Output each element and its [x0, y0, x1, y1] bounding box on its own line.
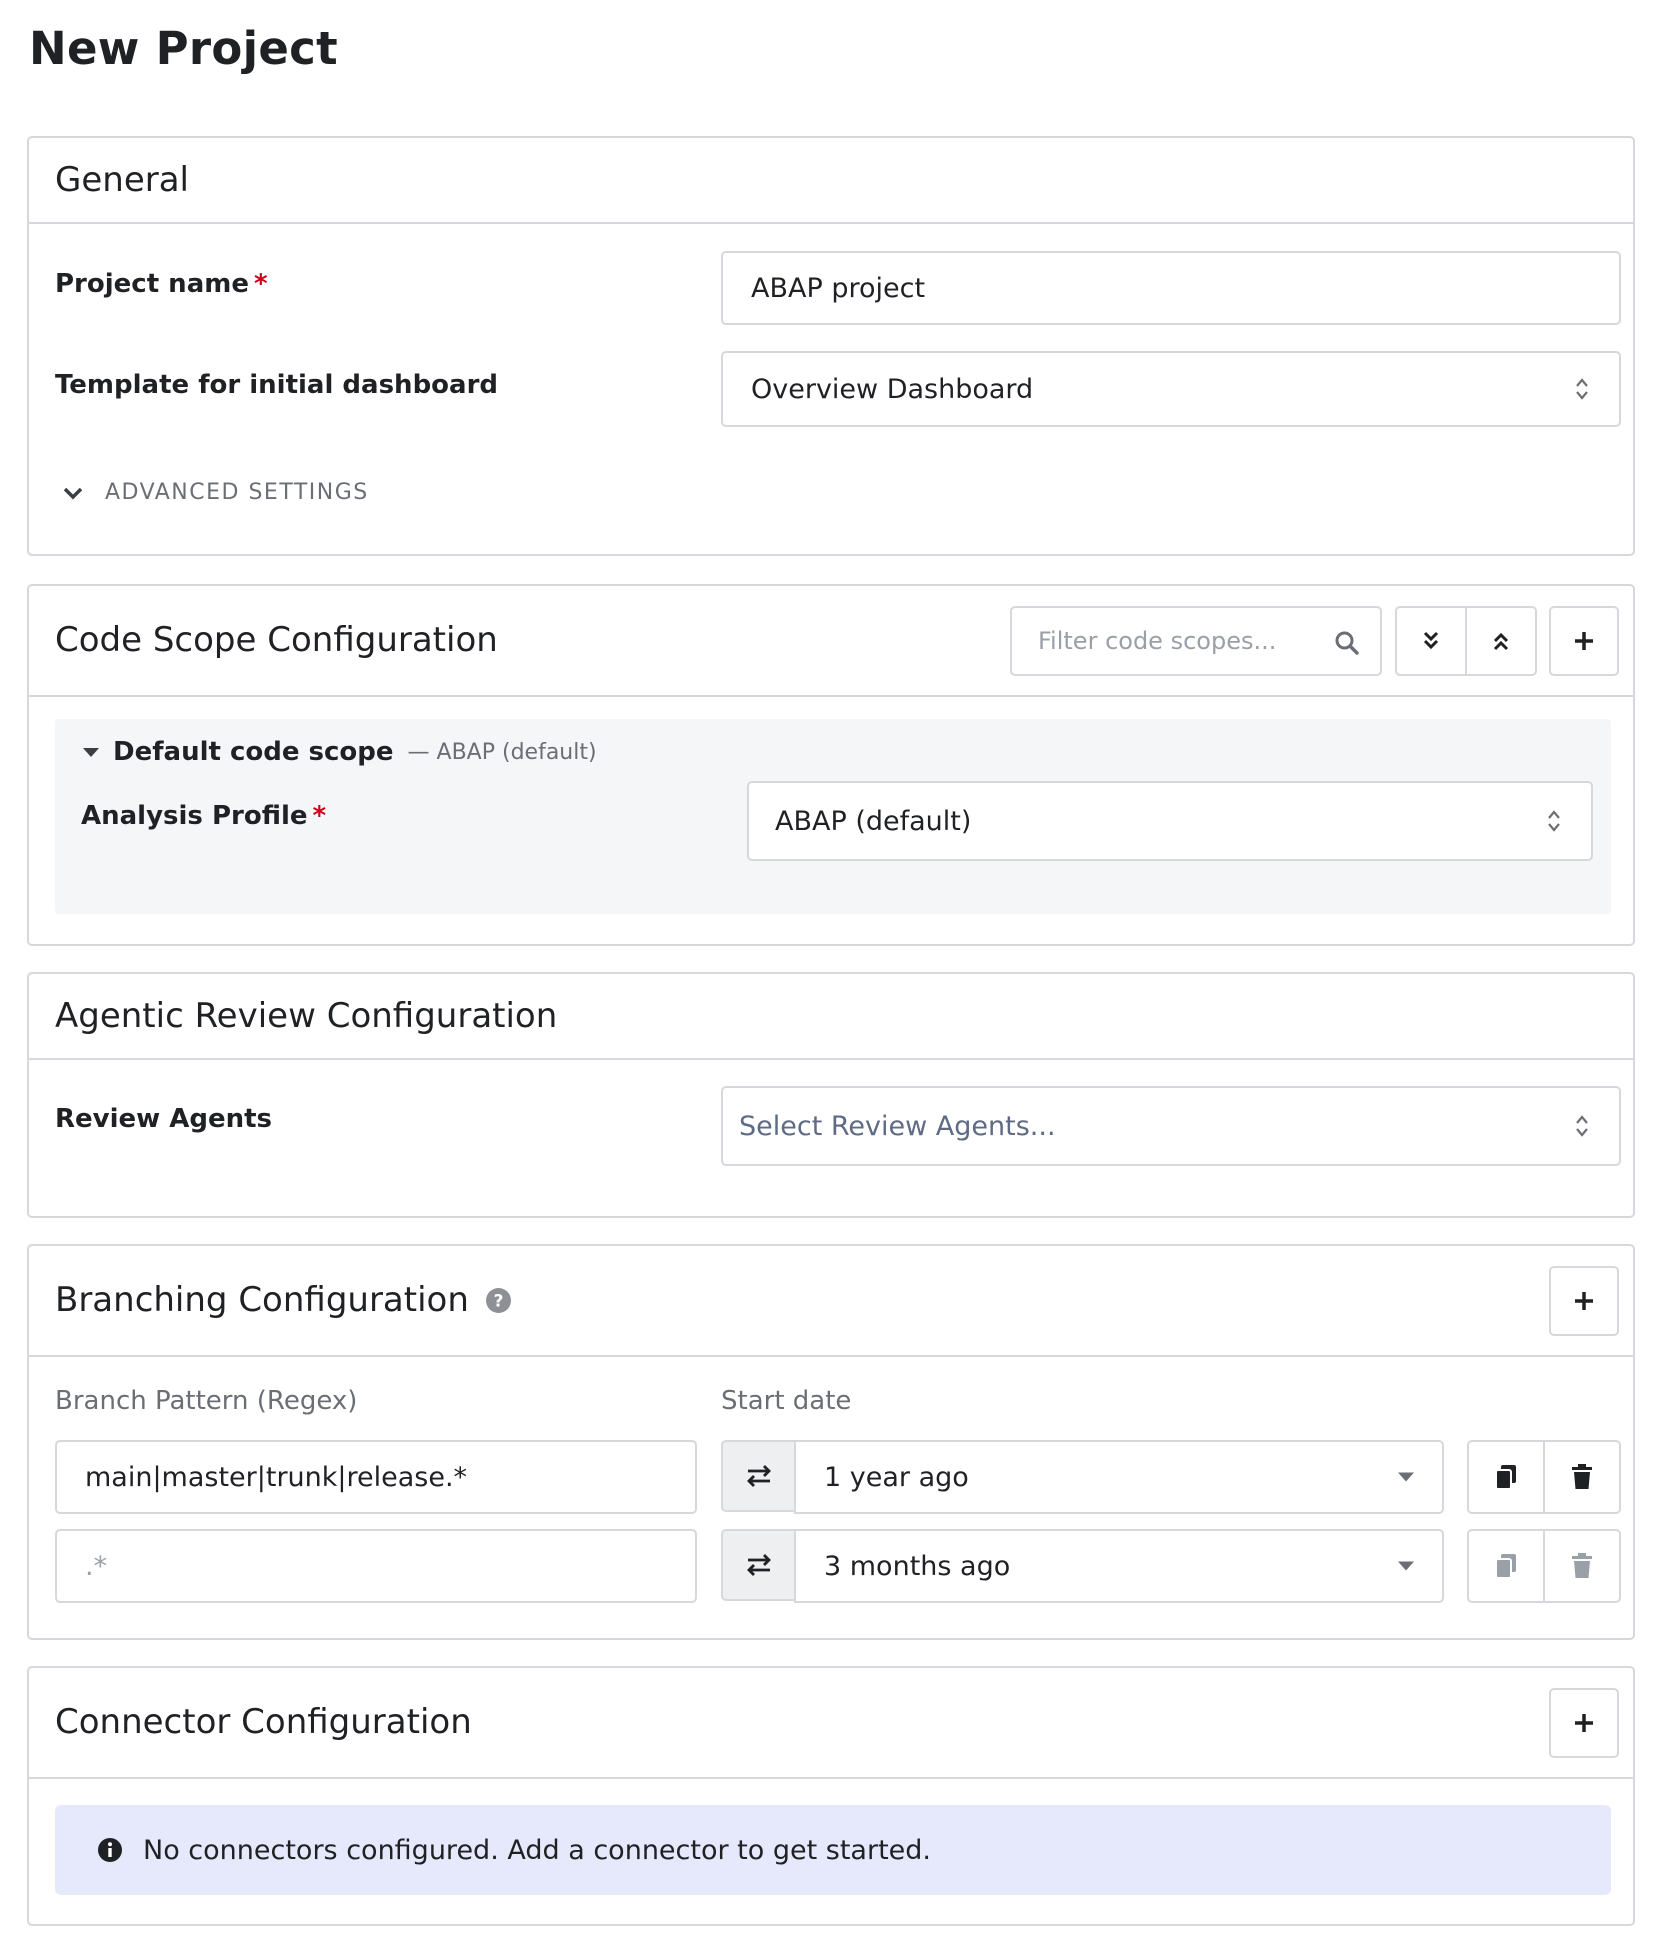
code-scope-card-header[interactable] [83, 737, 597, 767]
no-connectors-message: No connectors configured. Add a connector to get started. [143, 1834, 931, 1866]
collapse-all-button[interactable] [1465, 606, 1537, 676]
add-connector-button[interactable] [1549, 1688, 1619, 1758]
code-scope-card [55, 719, 1611, 914]
trash-icon [1571, 1464, 1593, 1490]
required-marker: * [312, 801, 327, 831]
template-label: Template for initial dashboard [55, 370, 499, 400]
delete-branch-button [1543, 1529, 1621, 1603]
plus-icon [1573, 1290, 1595, 1312]
agentic-review-panel-header [29, 974, 1633, 1060]
review-agents-select[interactable]: Select Review Agents... [721, 1086, 1621, 1166]
plus-icon [1573, 1712, 1595, 1734]
svg-text:?: ? [493, 1291, 504, 1311]
sort-arrows-icon [1575, 376, 1589, 402]
panel-title-branching: Branching Configuration [55, 1280, 469, 1320]
swap-date-mode-button[interactable] [721, 1529, 796, 1601]
advanced-settings-toggle[interactable] [63, 480, 369, 505]
expand-all-icon [1422, 630, 1440, 652]
add-branch-button[interactable] [1549, 1266, 1619, 1336]
branch-pattern-input[interactable]: main|master|trunk|release.* [55, 1440, 697, 1514]
project-name-input[interactable]: ABAP project [721, 251, 1621, 325]
code-scope-panel [27, 584, 1635, 946]
help-icon[interactable] [485, 1287, 512, 1314]
panel-title-agentic-review: Agentic Review Configuration [55, 996, 558, 1036]
plus-icon [1573, 630, 1595, 652]
caret-down-icon [1398, 1473, 1414, 1482]
caret-down-icon [1398, 1562, 1414, 1571]
swap-date-mode-button[interactable] [721, 1440, 796, 1512]
page-title: New Project [29, 22, 338, 75]
copy-branch-button[interactable] [1467, 1440, 1545, 1514]
code-scope-subtitle: — ABAP (default) [407, 739, 597, 765]
search-icon [1334, 630, 1360, 656]
start-date-select[interactable]: 1 year ago [794, 1440, 1444, 1514]
project-name-label: Project name * [55, 269, 268, 299]
trash-icon [1571, 1553, 1593, 1579]
panel-title-code-scope: Code Scope Configuration [55, 620, 498, 660]
chevron-down-icon [63, 486, 83, 500]
copy-icon [1494, 1464, 1518, 1490]
copy-branch-button [1467, 1529, 1545, 1603]
branching-panel [27, 1244, 1635, 1640]
swap-icon [745, 1554, 773, 1576]
code-scope-panel-header [29, 586, 1633, 697]
info-icon [97, 1837, 123, 1863]
connector-panel-header [29, 1668, 1633, 1779]
swap-icon [745, 1465, 773, 1487]
connector-panel [27, 1666, 1635, 1926]
expand-all-button[interactable] [1395, 606, 1467, 676]
general-panel [27, 136, 1635, 556]
no-connectors-alert [55, 1805, 1611, 1895]
filter-code-scopes-input[interactable]: Filter code scopes... [1010, 606, 1382, 676]
analysis-profile-select[interactable]: ABAP (default) [747, 781, 1593, 861]
sort-arrows-icon [1547, 808, 1561, 834]
advanced-settings-label: ADVANCED SETTINGS [105, 480, 369, 505]
panel-title-general: General [55, 160, 189, 200]
agentic-review-panel [27, 972, 1635, 1218]
collapse-all-icon [1492, 630, 1510, 652]
review-agents-label: Review Agents [55, 1104, 273, 1134]
panel-title-connector: Connector Configuration [55, 1702, 472, 1742]
start-date-column-label: Start date [721, 1386, 852, 1416]
required-marker: * [253, 269, 268, 299]
branch-pattern-input[interactable]: .* [55, 1529, 697, 1603]
start-date-select[interactable]: 3 months ago [794, 1529, 1444, 1603]
template-select[interactable]: Overview Dashboard [721, 351, 1621, 427]
branching-title-group [55, 1280, 512, 1320]
branching-panel-header [29, 1246, 1633, 1357]
branch-pattern-column-label: Branch Pattern (Regex) [55, 1386, 358, 1416]
code-scope-name: Default code scope [113, 737, 394, 767]
copy-icon [1494, 1553, 1518, 1579]
general-panel-header [29, 138, 1633, 224]
analysis-profile-label: Analysis Profile * [81, 801, 327, 831]
sort-arrows-icon [1575, 1113, 1589, 1139]
delete-branch-button[interactable] [1543, 1440, 1621, 1514]
caret-down-icon [83, 748, 99, 757]
add-code-scope-button[interactable] [1549, 606, 1619, 676]
